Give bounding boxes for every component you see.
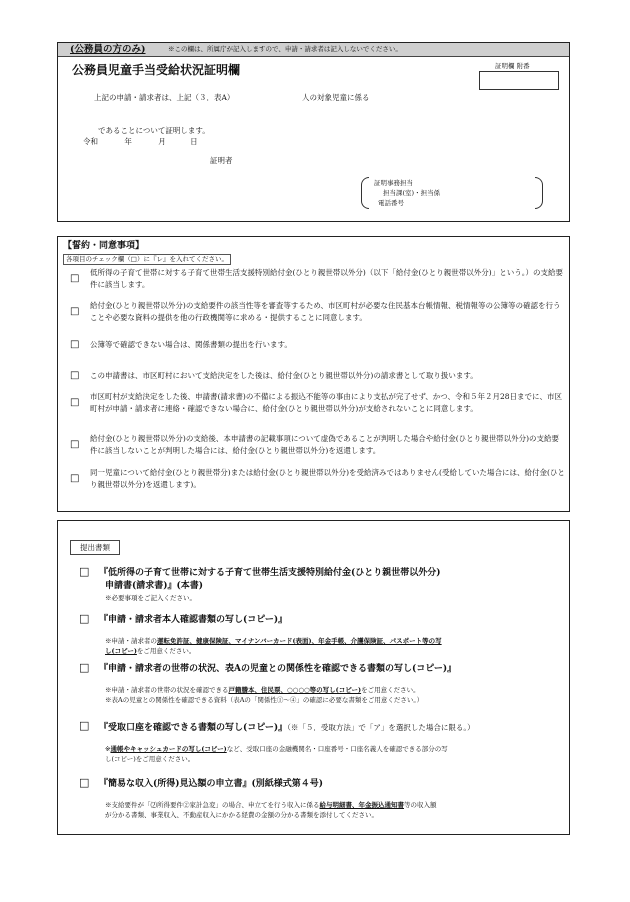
document-note: が分かる書類、事業収入、不動産収入にかかる経費の金額の分かる書類を添付してください。 <box>105 811 378 819</box>
document-note <box>105 646 564 656</box>
pledge-instruction: 各項目のチェック欄（□）に『レ』を入れてください。 <box>63 254 231 265</box>
document-note <box>105 685 564 695</box>
document-name: 『低所得の子育て世帯に対する子育て世帯生活支援特別給付金(ひとり親世帯以外分) <box>99 568 441 578</box>
document-note <box>105 636 564 646</box>
document-checkbox[interactable]: □ <box>79 719 90 732</box>
document-name: 『簡易な収入(所得)見込額の申立書』(別紙様式第４号) <box>99 779 324 789</box>
cert-number-label: 証明欄 附番 <box>495 62 530 70</box>
office-contact-line2: 担当課(室)・担当係 <box>383 189 441 197</box>
pledge-item <box>70 300 565 323</box>
pledge-item <box>70 339 565 351</box>
pledge-item <box>70 433 565 456</box>
date-month: 月 <box>158 137 166 146</box>
pledge-item <box>70 391 565 414</box>
document-condition: （※「５．受取方法」で「ア」を選択した場合に限る。） <box>287 723 475 732</box>
document-name-cont: 申請書(請求書)』(本書) <box>105 581 204 591</box>
document-note <box>105 800 564 810</box>
cert-date-line <box>83 138 198 146</box>
document-name-text: 『受取口座を確認できる書類の写し(コピー)』 <box>99 723 288 733</box>
date-year: 年 <box>124 137 132 146</box>
pledge-item <box>70 467 565 490</box>
cert-number-field[interactable] <box>479 71 559 90</box>
note-emphasis: 給与明細書、年金振込通知書 <box>319 801 404 809</box>
pledge-checkbox[interactable]: □ <box>70 305 80 317</box>
document-note: ※表Aの児童との関係性を確認できる資料（表Aの「関係性①～④」の確認に必要な書類をご用意ください。） <box>105 696 424 704</box>
cert-statement-part3: であることについて証明します。 <box>98 126 210 135</box>
note-text: 等の収入額 <box>404 801 437 809</box>
note-text: など、受取口座の金融機関名・口座番号・口座名義人を確認できる部分の写 <box>226 745 448 753</box>
cert-statement-part2: 人の対象児童に係る <box>302 93 370 102</box>
official-only-tag: (公務員の方のみ) <box>70 44 146 55</box>
pledge-consent-section <box>57 236 570 512</box>
document-item <box>79 778 564 820</box>
note-emphasis: 通帳やキャッシュカードの写し(コピー) <box>110 745 227 753</box>
documents-title: 提出書類 <box>70 540 120 555</box>
note-emphasis: し(コピー) <box>105 647 137 655</box>
pledge-item <box>70 370 565 382</box>
note-text: ※支給要件が「⑵所得要件②家計急変」の場合、申立てを行う収入に係る <box>105 801 320 809</box>
pledge-text: 公簿等で確認できない場合は、関係書類の提出を行います。 <box>90 340 292 349</box>
document-checkbox[interactable]: □ <box>79 612 90 625</box>
pledge-checkbox[interactable]: □ <box>70 369 80 381</box>
document-name: 『申請・請求者本人確認書類の写し(コピー)』 <box>99 615 288 625</box>
date-era: 令和 <box>83 137 98 146</box>
date-day: 日 <box>190 137 198 146</box>
certifier-label: 証明者 <box>210 156 233 165</box>
note-text: ※ <box>105 745 111 753</box>
pledge-item <box>70 267 565 290</box>
document-checkbox[interactable]: □ <box>79 565 90 578</box>
note-text: ※申請・請求者の <box>105 637 157 645</box>
pledge-checkbox[interactable]: □ <box>70 438 80 450</box>
pledge-text: 給付金(ひとり親世帯以外分)の支給後、本申請書の記載事項について虚偽であることが判明した場合や給付金(ひとり親世帯以外分)の支給要件に該当しないことが判明した場合には、給付金(ひとり親世帯以外分)を返還します。 <box>90 434 560 455</box>
official-certification-section <box>57 42 570 222</box>
note-emphasis: 戸籍謄本、住民票、○○○○等の写し(コピー) <box>228 686 362 694</box>
pledge-text: 同一児童について給付金(ひとり親世帯分)または給付金(ひとり親世帯以外分)を受給済みではありません(受給していた場合には、給付金(ひとり親世帯以外分)を返還します)。 <box>90 468 565 489</box>
document-note: し(コピー)をご用意ください。 <box>105 755 195 763</box>
pledge-text: 給付金(ひとり親世帯以外分)の支給要件の該当性等を審査等するため、市区町村が必要な住民基本台帳情報、税情報等の公簿等の確認を行うことや必要な資料の提供を他の行政機関等に求める・提供することに同意します。 <box>90 301 561 322</box>
note-text: ※申請・請求者の世帯の状況を確認できる <box>105 686 229 694</box>
pledge-checkbox[interactable]: □ <box>70 338 80 350</box>
cert-statement-part1: 上記の申請・請求者は、上記（３．表A） <box>94 93 235 102</box>
pledge-text: 低所得の子育て世帯に対する子育て世帯生活支援特別給付金(ひとり親世帯以外分)（以下「給付金(ひとり親世帯以外分)」という。）の支給要件に該当します。 <box>90 268 563 289</box>
document-checkbox[interactable]: □ <box>79 661 90 674</box>
office-contact-line3: 電話番号 <box>378 199 404 207</box>
note-text: をご用意ください。 <box>136 647 196 655</box>
document-item <box>79 721 564 764</box>
note-text: をご用意ください。 <box>361 686 420 694</box>
pledge-checkbox[interactable]: □ <box>70 272 80 284</box>
pledge-checkbox[interactable]: □ <box>70 472 80 484</box>
official-only-note: ※この欄は、所属庁が記入しますので、申請・請求者は記入しないでください。 <box>168 45 402 53</box>
document-item <box>79 614 564 656</box>
document-name <box>99 721 564 735</box>
document-name: 『申請・請求者の世帯の状況、表Aの児童との関係性を確認できる書類の写し(コピー)』 <box>99 664 457 674</box>
pledge-checkbox[interactable]: □ <box>70 396 80 408</box>
pledge-title: 【誓約・同意事項】 <box>63 241 145 251</box>
document-item <box>79 567 564 603</box>
official-certification-title: 公務員児童手当受給状況証明欄 <box>72 63 241 77</box>
document-checkbox[interactable]: □ <box>79 776 90 789</box>
documents-section <box>57 520 570 835</box>
document-note <box>105 744 564 754</box>
pledge-text: この申請書は、市区町村において支給決定をした後は、給付金(ひとり親世帯以外分)の請求書として取り扱います。 <box>90 371 478 380</box>
note-emphasis: 運転免許証、健康保険証、マイナンバーカード(表面)、年金手帳、介護保険証、パスポート等の写 <box>157 637 442 645</box>
document-note: ※必要事項をご記入ください。 <box>105 594 196 602</box>
office-contact-line1: 証明事務担当 <box>374 179 413 187</box>
pledge-text: 市区町村が支給決定をした後、申請書(請求書)の不備による振込不能等の事由により支払が完了せず、かつ、令和５年２月28日までに、市区町村が申請・請求者に連絡・確認できない場合に、給付金(ひとり親世帯以外分)が支給されないことに同意します。 <box>90 392 562 413</box>
document-item <box>79 663 564 705</box>
